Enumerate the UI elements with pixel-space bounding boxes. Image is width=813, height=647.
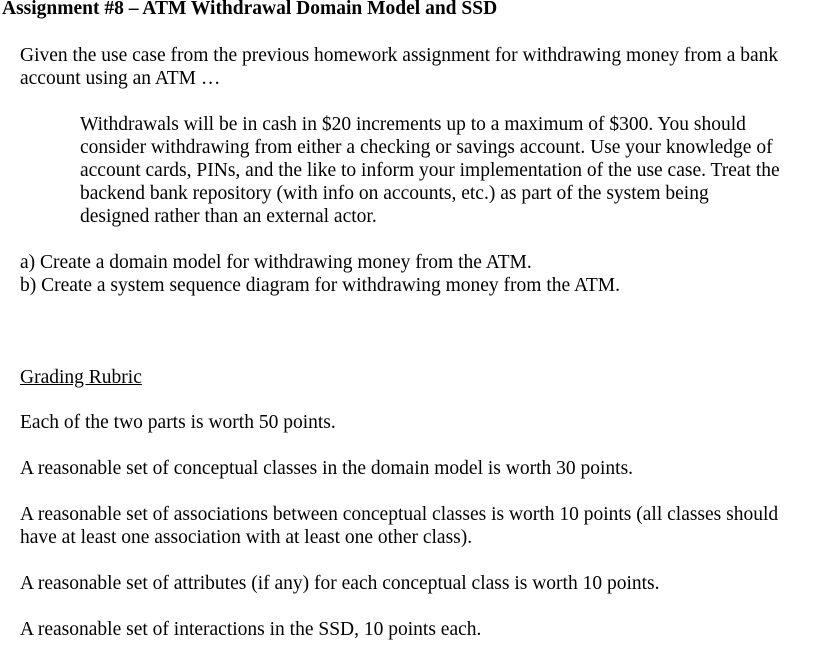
rubric-item-line: A reasonable set of conceptual classes in the domain model is worth 30 points. — [20, 458, 634, 479]
rubric-item-line: A reasonable set of associations between conceptual classes is worth 10 points (all classes should — [20, 504, 779, 525]
rubric-item-line: Each of the two parts is worth 50 points. — [20, 412, 336, 433]
rubric-item-line: A reasonable set of attributes (if any) for each conceptual class is worth 10 points. — [20, 573, 660, 594]
rubric-item-line: A reasonable set of interactions in the SSD, 10 points each. — [20, 619, 482, 640]
rubric-item — [20, 572, 660, 595]
intro-line: Given the use case from the previous homework assignment for withdrawing money from a bank — [20, 45, 779, 66]
rubric-item — [20, 457, 633, 480]
task-list — [20, 251, 620, 297]
use-case-line: account cards, PINs, and the like to inform your implementation of the use case. Treat the — [80, 160, 780, 181]
use-case-line: designed rather than an external actor. — [80, 206, 377, 227]
use-case-line: consider withdrawing from either a checking or savings account. Use your knowledge of — [80, 137, 773, 158]
use-case-block — [80, 113, 810, 228]
rubric-item — [20, 411, 336, 434]
rubric-item — [20, 503, 778, 549]
task-a: a) Create a domain model for withdrawing money from the ATM. — [20, 252, 532, 273]
rubric-item — [20, 618, 481, 641]
rubric-heading: Grading Rubric — [20, 367, 142, 388]
task-b: b) Create a system sequence diagram for withdrawing money from the ATM. — [20, 275, 620, 296]
intro-line: account using an ATM … — [20, 68, 221, 89]
rubric-item-line: have at least one association with at least one other class). — [20, 527, 473, 548]
intro-paragraph — [20, 44, 810, 90]
use-case-line: Withdrawals will be in cash in $20 increments up to a maximum of $300. You should — [80, 114, 746, 135]
use-case-line: backend bank repository (with info on accounts, etc.) as part of the system being — [80, 183, 709, 204]
document-title: Assignment #8 – ATM Withdrawal Domain Model and SSD — [2, 0, 498, 19]
